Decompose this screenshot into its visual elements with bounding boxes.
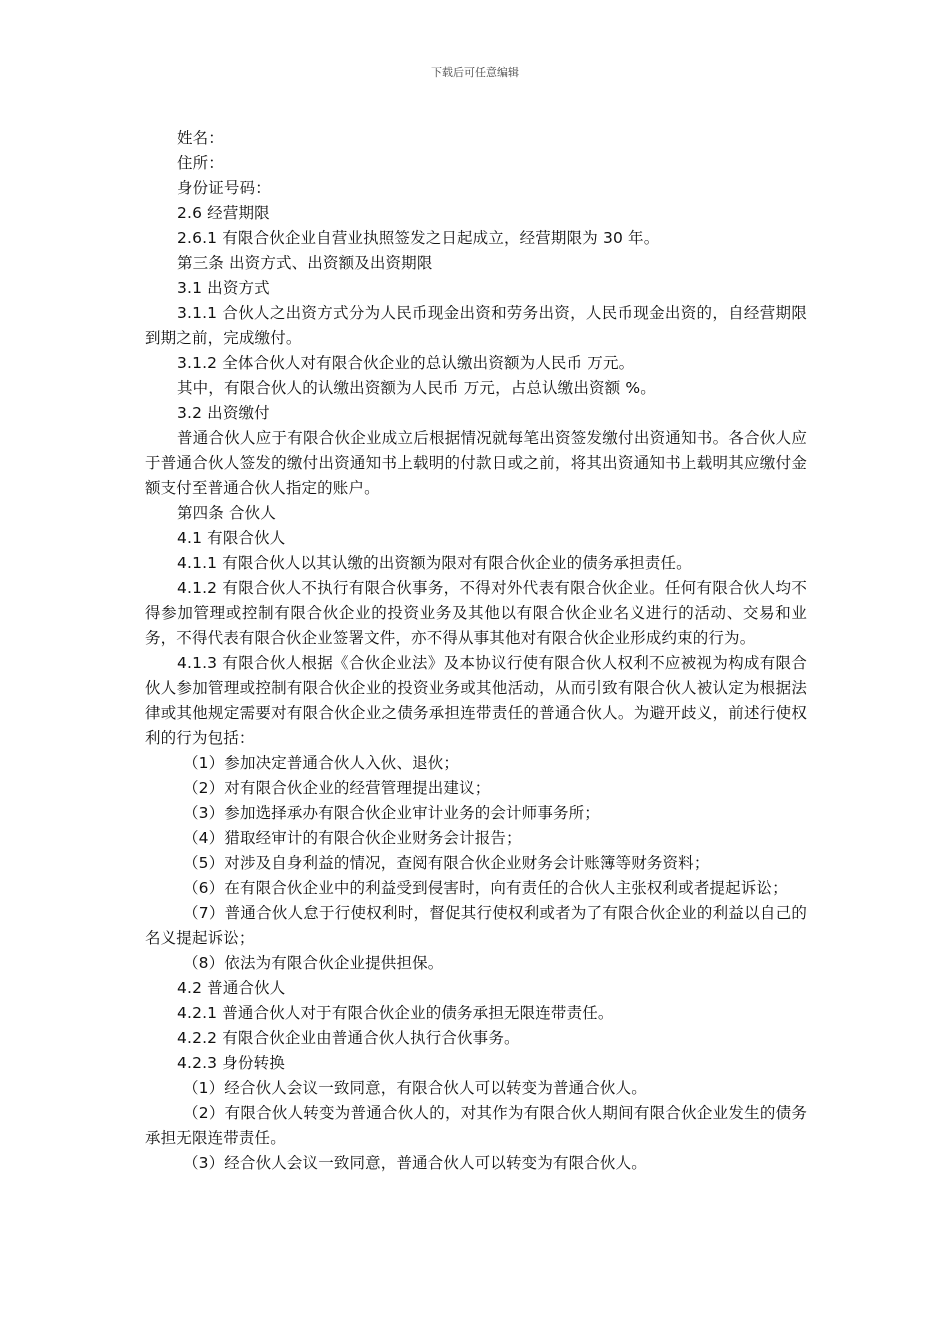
clause-paragraph: 3.1.2 全体合伙人对有限合伙企业的总认缴出资额为人民币 万元。 (177, 354, 635, 372)
document-body (145, 126, 807, 1176)
list-item: （3）参加选择承办有限合伙企业审计业务的会计师事务所； (183, 804, 600, 822)
clause-paragraph: 4.1.2 有限合伙人不执行有限合伙事务，不得对外代表有限合伙企业。任何有限合伙人均不得参加管理或控制有限合伙企业的投资业务及其他以有限合伙企业名义进行的活动、交易和业务，不得代表有限合伙企业签署文件，亦不得从事其他对有限合伙企业形成约束的行为。 (145, 579, 807, 647)
section-heading: 2.6 经营期限 (177, 204, 270, 222)
clause-paragraph: 其中，有限合伙人的认缴出资额为人民币 万元，占总认缴出资额 %。 (177, 379, 656, 397)
list-item: （8）依法为有限合伙企业提供担保。 (183, 954, 444, 972)
section-heading: 4.2 普通合伙人 (177, 979, 286, 997)
section-heading: 4.2.3 身份转换 (177, 1054, 285, 1072)
list-item: （7）普通合伙人怠于行使权利时，督促其行使权利或者为了有限合伙企业的利益以自己的名义提起诉讼； (145, 904, 807, 947)
clause-paragraph: 3.1.1 合伙人之出资方式分为人民币现金出资和劳务出资，人民币现金出资的，自经营期限到期之前，完成缴付。 (145, 304, 807, 347)
list-item: （4）猎取经审计的有限合伙企业财务会计报告； (183, 829, 522, 847)
list-item: （2）有限合伙人转变为普通合伙人的，对其作为有限合伙人期间有限合伙企业发生的债务承担无限连带责任。 (145, 1104, 807, 1147)
list-item: （1）经合伙人会议一致同意，有限合伙人可以转变为普通合伙人。 (183, 1079, 647, 1097)
list-item: （3）经合伙人会议一致同意，普通合伙人可以转变为有限合伙人。 (183, 1154, 647, 1172)
clause-paragraph: 4.2.1 普通合伙人对于有限合伙企业的债务承担无限连带责任。 (177, 1004, 614, 1022)
section-heading: 3.1 出资方式 (177, 279, 270, 297)
address-field: 住所： (177, 154, 224, 172)
clause-paragraph: 2.6.1 有限合伙企业自营业执照签发之日起成立，经营期限为 30 年。 (177, 229, 660, 247)
list-item: （5）对涉及自身利益的情况，查阅有限合伙企业财务会计账簿等财务资料； (183, 854, 710, 872)
list-item: （2）对有限合伙企业的经营管理提出建议； (183, 779, 491, 797)
clause-paragraph: 4.1.3 有限合伙人根据《合伙企业法》及本协议行使有限合伙人权利不应被视为构成有限合伙人参加管理或控制有限合伙企业的投资业务或其他活动，从而引致有限合伙人被认定为根据法律或其他规定需要对有限合伙企业之债务承担连带责任的普通合伙人。为避开歧义，前述行使权利的行为包括： (145, 654, 807, 747)
section-heading: 4.1 有限合伙人 (177, 529, 286, 547)
list-item: （1）参加决定普通合伙人入伙、退伙； (183, 754, 460, 772)
article-heading: 第三条 出资方式、出资额及出资期限 (177, 254, 433, 272)
id-number-field: 身份证号码： (177, 179, 271, 197)
list-item: （6）在有限合伙企业中的利益受到侵害时，向有责任的合伙人主张权利或者提起诉讼； (183, 879, 788, 897)
name-field: 姓名： (177, 129, 224, 147)
clause-paragraph: 4.1.1 有限合伙人以其认缴的出资额为限对有限合伙企业的债务承担责任。 (177, 554, 692, 572)
article-heading: 第四条 合伙人 (177, 504, 276, 522)
clause-paragraph: 普通合伙人应于有限合伙企业成立后根据情况就每笔出资签发缴付出资通知书。各合伙人应于普通合伙人签发的缴付出资通知书上载明的付款日或之前，将其出资通知书上载明其应缴付金额支付至普通合伙人指定的账户。 (145, 429, 807, 497)
clause-paragraph: 4.2.2 有限合伙企业由普通合伙人执行合伙事务。 (177, 1029, 520, 1047)
section-heading: 3.2 出资缴付 (177, 404, 270, 422)
page-header: 下载后可任意编辑 (431, 66, 519, 79)
